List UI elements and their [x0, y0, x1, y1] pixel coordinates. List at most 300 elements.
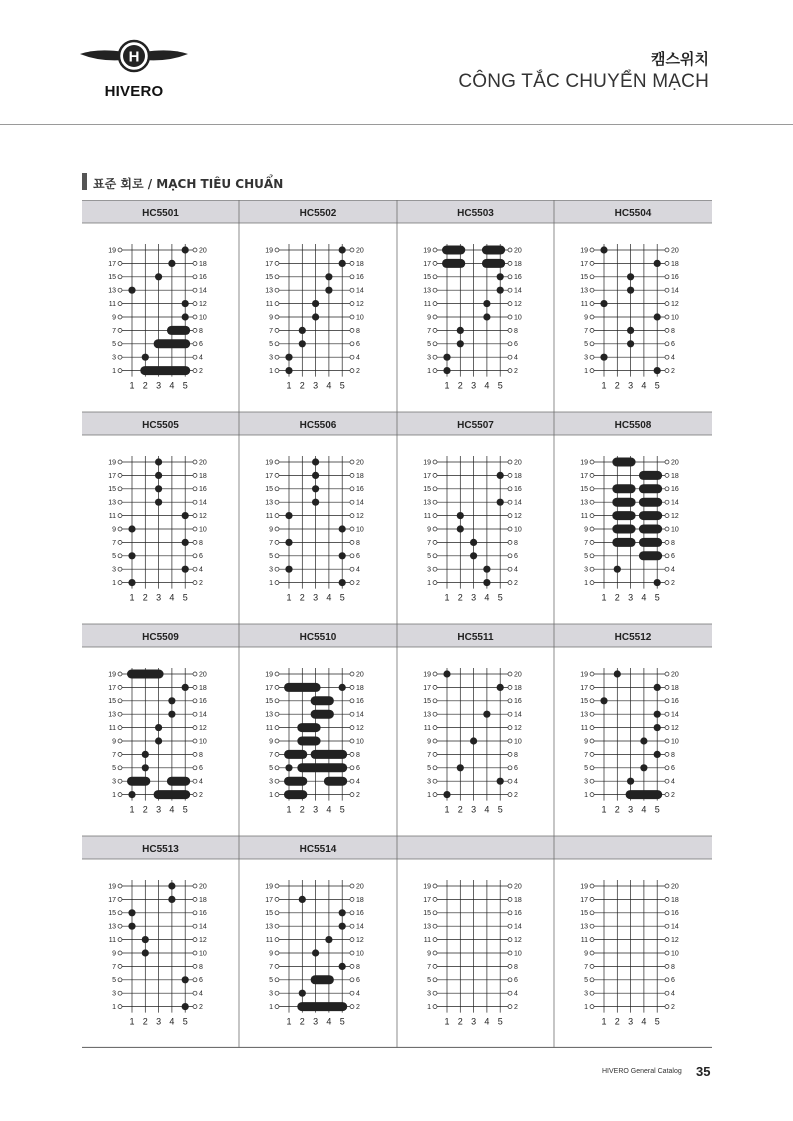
terminal-number-left: 13	[265, 923, 273, 931]
terminal-number-left: 5	[584, 765, 588, 773]
contact-dot	[285, 764, 292, 771]
terminal-number-left: 19	[108, 671, 116, 679]
contact-dot	[483, 711, 490, 718]
terminal-number-left: 17	[265, 472, 273, 480]
terminal-circle	[590, 554, 594, 558]
terminal-number-left: 15	[265, 486, 273, 494]
terminal-circle	[433, 938, 437, 942]
terminal-number-left: 11	[423, 513, 431, 520]
position-label: 2	[457, 380, 463, 391]
terminal-number-left: 1	[584, 580, 588, 587]
terminal-number-right: 20	[671, 247, 679, 255]
terminal-number-left: 7	[584, 539, 588, 547]
contact-dot	[339, 909, 346, 916]
model-label: HC5512	[614, 632, 652, 643]
terminal-circle	[193, 275, 197, 279]
terminal-circle	[665, 712, 669, 716]
contact-dot	[483, 566, 490, 573]
contact-bar	[639, 551, 662, 560]
terminal-number-right: 12	[356, 513, 364, 520]
terminal-circle	[590, 924, 594, 928]
terminal-number-left: 13	[580, 711, 588, 719]
terminal-number-left: 3	[427, 566, 431, 574]
terminal-circle	[193, 500, 197, 504]
contact-dot	[640, 737, 647, 744]
position-label: 2	[614, 592, 620, 603]
terminal-number-right: 8	[514, 963, 518, 971]
terminal-number-left: 9	[427, 526, 431, 534]
terminal-number-right: 16	[514, 910, 522, 918]
terminal-number-left: 11	[265, 937, 273, 944]
terminal-circle	[193, 514, 197, 518]
terminal-number-right: 20	[514, 883, 522, 891]
terminal-circle	[275, 302, 279, 306]
position-label: 3	[156, 592, 162, 603]
terminal-number-right: 16	[514, 486, 522, 494]
terminal-number-right: 18	[514, 260, 522, 268]
terminal-circle	[508, 685, 512, 689]
terminal-circle	[193, 288, 197, 292]
contact-bar	[284, 777, 307, 786]
contact-dot	[168, 896, 175, 903]
header-divider	[0, 124, 793, 125]
terminal-number-left: 19	[265, 247, 273, 255]
terminal-circle	[433, 712, 437, 716]
terminal-number-right: 20	[356, 459, 364, 467]
terminal-circle	[118, 248, 122, 252]
contact-bar	[482, 246, 505, 255]
terminal-number-right: 12	[199, 725, 207, 732]
model-label: HC5504	[614, 208, 652, 219]
terminal-circle	[118, 739, 122, 743]
terminal-circle	[433, 275, 437, 279]
terminal-number-left: 17	[265, 684, 273, 692]
terminal-circle	[665, 302, 669, 306]
terminal-number-left: 5	[584, 341, 588, 349]
terminal-number-left: 19	[265, 671, 273, 679]
terminal-circle	[508, 288, 512, 292]
terminal-circle	[275, 473, 279, 477]
terminal-circle	[275, 1005, 279, 1009]
terminal-number-left: 17	[108, 260, 116, 268]
terminal-number-right: 10	[356, 950, 364, 958]
terminal-number-left: 11	[265, 513, 273, 520]
terminal-circle	[508, 672, 512, 676]
terminal-number-right: 2	[514, 580, 518, 587]
terminal-number-right: 2	[199, 580, 203, 587]
terminal-number-left: 7	[269, 751, 273, 759]
terminal-circle	[508, 964, 512, 968]
terminal-circle	[275, 884, 279, 888]
terminal-number-left: 15	[265, 274, 273, 282]
contact-bar	[482, 259, 505, 268]
terminal-number-right: 6	[671, 341, 675, 349]
terminal-circle	[665, 752, 669, 756]
terminal-circle	[350, 527, 354, 531]
contact-bar	[639, 471, 662, 480]
circuit-table	[82, 200, 712, 1048]
terminal-number-right: 20	[671, 459, 679, 467]
terminal-circle	[665, 978, 669, 982]
terminal-number-left: 7	[584, 963, 588, 971]
terminal-number-left: 1	[427, 368, 431, 375]
terminal-number-left: 1	[269, 580, 273, 587]
terminal-circle	[275, 726, 279, 730]
terminal-number-right: 20	[514, 671, 522, 679]
terminal-number-right: 2	[356, 792, 360, 799]
terminal-circle	[275, 500, 279, 504]
contact-dot	[654, 711, 661, 718]
terminal-circle	[433, 540, 437, 544]
position-label: 2	[299, 592, 305, 603]
terminal-circle	[508, 302, 512, 306]
position-label: 1	[601, 592, 607, 603]
contact-dot	[497, 778, 504, 785]
contact-dot	[654, 579, 661, 586]
position-label: 4	[641, 592, 647, 603]
terminal-number-left: 3	[112, 354, 116, 362]
terminal-number-left: 11	[580, 937, 588, 944]
terminal-circle	[275, 924, 279, 928]
terminal-circle	[665, 500, 669, 504]
terminal-number-right: 8	[514, 751, 518, 759]
contact-bar	[612, 525, 635, 534]
terminal-circle	[665, 951, 669, 955]
contact-dot	[339, 525, 346, 532]
terminal-number-left: 5	[269, 977, 273, 985]
terminal-circle	[193, 355, 197, 359]
contact-dot	[128, 791, 135, 798]
contact-dot	[600, 246, 607, 253]
terminal-number-right: 12	[671, 513, 679, 520]
terminal-circle	[433, 699, 437, 703]
terminal-circle	[350, 460, 354, 464]
terminal-number-right: 6	[514, 765, 518, 773]
terminal-circle	[590, 793, 594, 797]
terminal-number-left: 1	[112, 1004, 116, 1011]
terminal-number-right: 14	[356, 711, 364, 719]
contact-dot	[497, 472, 504, 479]
terminal-circle	[665, 793, 669, 797]
terminal-circle	[118, 991, 122, 995]
contact-dot	[155, 499, 162, 506]
contact-dot	[654, 367, 661, 374]
terminal-circle	[193, 672, 197, 676]
terminal-number-right: 14	[514, 287, 522, 295]
terminal-number-right: 10	[356, 526, 364, 534]
terminal-circle	[590, 779, 594, 783]
terminal-circle	[193, 726, 197, 730]
contact-dot	[128, 287, 135, 294]
contact-dot	[285, 539, 292, 546]
terminal-circle	[665, 685, 669, 689]
terminal-circle	[508, 460, 512, 464]
terminal-number-right: 18	[671, 896, 679, 904]
terminal-circle	[193, 897, 197, 901]
contact-dot	[627, 287, 634, 294]
terminal-circle	[118, 897, 122, 901]
position-label: 5	[497, 1016, 503, 1027]
terminal-circle	[508, 342, 512, 346]
terminal-number-right: 2	[356, 1004, 360, 1011]
terminal-circle	[193, 779, 197, 783]
terminal-number-right: 12	[356, 725, 364, 732]
terminal-circle	[193, 951, 197, 955]
position-label: 3	[313, 804, 319, 815]
terminal-number-right: 4	[199, 354, 203, 362]
terminal-number-left: 9	[112, 738, 116, 746]
terminal-number-right: 10	[514, 526, 522, 534]
terminal-circle	[665, 766, 669, 770]
terminal-circle	[590, 342, 594, 346]
terminal-circle	[118, 699, 122, 703]
terminal-circle	[350, 779, 354, 783]
contact-bar	[311, 710, 334, 719]
terminal-circle	[275, 460, 279, 464]
terminal-number-right: 18	[199, 684, 207, 692]
terminal-circle	[665, 554, 669, 558]
terminal-circle	[665, 581, 669, 585]
contact-dot	[312, 300, 319, 307]
position-label: 5	[654, 1016, 660, 1027]
terminal-circle	[193, 460, 197, 464]
terminal-number-left: 9	[584, 738, 588, 746]
terminal-circle	[590, 726, 594, 730]
terminal-number-right: 14	[514, 711, 522, 719]
terminal-number-left: 5	[112, 765, 116, 773]
terminal-number-right: 14	[671, 499, 679, 507]
contact-dot	[339, 260, 346, 267]
terminal-number-right: 16	[199, 910, 207, 918]
terminal-circle	[665, 473, 669, 477]
terminal-circle	[665, 527, 669, 531]
terminal-circle	[193, 487, 197, 491]
contact-bar	[612, 538, 635, 547]
terminal-number-right: 10	[671, 950, 679, 958]
terminal-number-left: 3	[584, 778, 588, 786]
terminal-circle	[350, 261, 354, 265]
terminal-circle	[118, 460, 122, 464]
terminal-number-right: 6	[671, 765, 675, 773]
terminal-number-left: 13	[108, 923, 116, 931]
contact-dot	[443, 670, 450, 677]
terminal-circle	[508, 712, 512, 716]
terminal-number-right: 2	[199, 1004, 203, 1011]
terminal-number-left: 1	[427, 580, 431, 587]
terminal-number-left: 7	[269, 327, 273, 335]
terminal-number-right: 16	[514, 698, 522, 706]
terminal-circle	[665, 248, 669, 252]
contact-dot	[457, 764, 464, 771]
contact-dot	[128, 923, 135, 930]
terminal-number-right: 20	[356, 883, 364, 891]
terminal-circle	[590, 567, 594, 571]
terminal-circle	[665, 924, 669, 928]
terminal-circle	[508, 500, 512, 504]
terminal-number-left: 11	[423, 937, 431, 944]
circuit-grid-svg	[82, 200, 712, 1048]
contact-dot	[339, 246, 346, 253]
terminal-circle	[350, 699, 354, 703]
terminal-circle	[508, 567, 512, 571]
terminal-number-right: 10	[671, 526, 679, 534]
terminal-number-left: 17	[580, 472, 588, 480]
terminal-number-right: 12	[514, 725, 522, 732]
contact-dot	[627, 340, 634, 347]
terminal-number-left: 5	[269, 341, 273, 349]
terminal-circle	[590, 315, 594, 319]
contact-dot	[168, 882, 175, 889]
position-label: 1	[129, 592, 135, 603]
terminal-circle	[118, 567, 122, 571]
terminal-number-left: 13	[580, 923, 588, 931]
terminal-circle	[193, 712, 197, 716]
terminal-circle	[433, 328, 437, 332]
contact-dot	[627, 778, 634, 785]
contact-bar	[127, 670, 164, 679]
terminal-circle	[590, 248, 594, 252]
terminal-circle	[665, 369, 669, 373]
position-label: 2	[457, 1016, 463, 1027]
position-label: 2	[457, 804, 463, 815]
contact-dot	[182, 684, 189, 691]
terminal-number-right: 6	[514, 553, 518, 561]
terminal-circle	[590, 355, 594, 359]
contact-dot	[142, 949, 149, 956]
position-label: 3	[471, 592, 477, 603]
contact-dot	[654, 751, 661, 758]
contact-dot	[600, 697, 607, 704]
terminal-circle	[665, 779, 669, 783]
terminal-number-left: 3	[269, 354, 273, 362]
terminal-number-left: 17	[108, 896, 116, 904]
terminal-circle	[275, 938, 279, 942]
contact-bar	[311, 696, 334, 705]
position-label: 5	[497, 804, 503, 815]
terminal-number-left: 7	[427, 751, 431, 759]
terminal-number-right: 4	[356, 778, 360, 786]
terminal-circle	[193, 884, 197, 888]
terminal-circle	[350, 248, 354, 252]
contact-dot	[285, 566, 292, 573]
terminal-number-left: 13	[580, 499, 588, 507]
position-label: 1	[444, 804, 450, 815]
terminal-number-right: 6	[356, 553, 360, 561]
terminal-number-left: 1	[112, 368, 116, 375]
terminal-number-right: 18	[199, 896, 207, 904]
terminal-circle	[433, 248, 437, 252]
terminal-number-left: 7	[112, 327, 116, 335]
terminal-circle	[275, 911, 279, 915]
terminal-number-left: 13	[108, 499, 116, 507]
footer-catalog: HIVERO General Catalog	[602, 1068, 682, 1075]
terminal-circle	[118, 487, 122, 491]
position-label: 2	[614, 804, 620, 815]
terminal-circle	[590, 275, 594, 279]
terminal-circle	[275, 261, 279, 265]
terminal-number-right: 10	[199, 950, 207, 958]
terminal-circle	[193, 581, 197, 585]
terminal-circle	[275, 355, 279, 359]
terminal-circle	[433, 527, 437, 531]
terminal-number-right: 8	[356, 539, 360, 547]
model-label: HC5510	[299, 632, 337, 643]
terminal-number-right: 8	[199, 963, 203, 971]
terminal-circle	[665, 739, 669, 743]
terminal-number-right: 20	[199, 671, 207, 679]
terminal-number-right: 6	[514, 341, 518, 349]
contact-bar	[612, 511, 635, 520]
terminal-number-right: 16	[671, 910, 679, 918]
terminal-circle	[275, 951, 279, 955]
contact-bar	[311, 975, 334, 984]
terminal-number-left: 1	[427, 1004, 431, 1011]
contact-dot	[182, 300, 189, 307]
terminal-circle	[665, 315, 669, 319]
terminal-number-right: 8	[356, 963, 360, 971]
terminal-number-right: 14	[671, 287, 679, 295]
terminal-number-right: 6	[199, 977, 203, 985]
terminal-number-left: 15	[265, 698, 273, 706]
terminal-circle	[350, 951, 354, 955]
terminal-circle	[118, 540, 122, 544]
terminal-number-right: 18	[514, 684, 522, 692]
terminal-number-right: 6	[356, 765, 360, 773]
position-label: 3	[628, 1016, 634, 1027]
contact-dot	[285, 367, 292, 374]
terminal-number-left: 17	[265, 896, 273, 904]
terminal-number-left: 11	[580, 513, 588, 520]
contact-dot	[600, 300, 607, 307]
contact-dot	[155, 485, 162, 492]
terminal-number-right: 14	[356, 923, 364, 931]
contact-dot	[483, 313, 490, 320]
contact-bar	[297, 763, 347, 772]
contact-dot	[285, 512, 292, 519]
terminal-number-right: 6	[671, 977, 675, 985]
terminal-circle	[275, 897, 279, 901]
terminal-circle	[350, 672, 354, 676]
terminal-circle	[665, 1005, 669, 1009]
terminal-circle	[433, 514, 437, 518]
terminal-circle	[508, 752, 512, 756]
position-label: 2	[142, 1016, 148, 1027]
position-label: 4	[326, 804, 332, 815]
terminal-circle	[433, 342, 437, 346]
terminal-number-left: 15	[423, 698, 431, 706]
terminal-circle	[275, 369, 279, 373]
position-label: 1	[129, 1016, 135, 1027]
contact-dot	[182, 976, 189, 983]
position-label: 3	[156, 380, 162, 391]
terminal-circle	[275, 699, 279, 703]
logo-letter: H	[128, 48, 140, 66]
terminal-circle	[350, 554, 354, 558]
contact-bar	[639, 525, 662, 534]
terminal-circle	[508, 514, 512, 518]
terminal-number-left: 11	[265, 301, 273, 308]
terminal-circle	[350, 938, 354, 942]
terminal-circle	[275, 554, 279, 558]
terminal-number-left: 17	[580, 684, 588, 692]
terminal-number-right: 14	[199, 711, 207, 719]
terminal-number-left: 7	[427, 963, 431, 971]
terminal-number-right: 8	[671, 963, 675, 971]
terminal-number-right: 16	[671, 274, 679, 282]
terminal-number-right: 20	[199, 247, 207, 255]
contact-dot	[325, 936, 332, 943]
contact-dot	[142, 354, 149, 361]
